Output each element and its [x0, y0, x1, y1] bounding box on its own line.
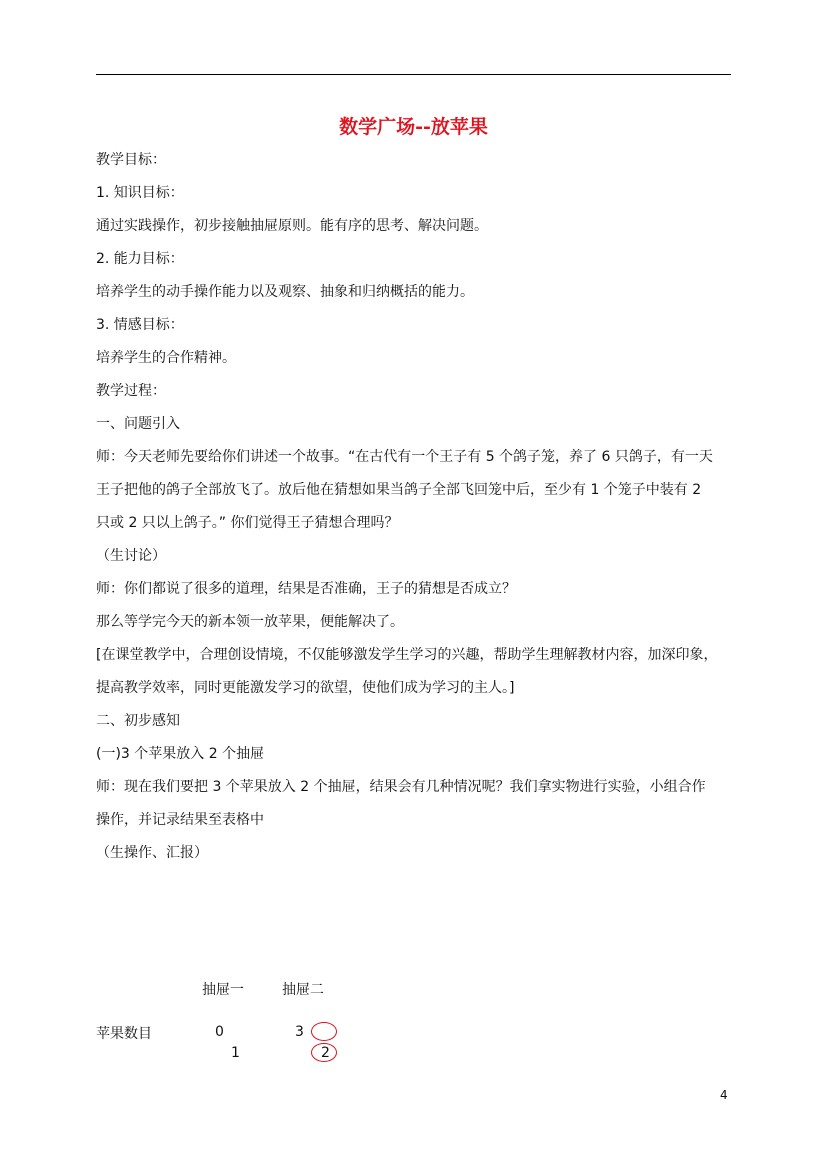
text-line: 王子把他的鸽子全部放飞了。放后他在猜想如果当鸽子全部飞回笼中后，至少有 1 个笼子中装有 2	[96, 482, 702, 498]
text-line: （生操作、汇报）	[96, 845, 208, 861]
table-header-drawer-1: 抽屉一	[202, 982, 244, 998]
document-title: 数学广场--放苹果	[339, 116, 488, 138]
red-circle-mark	[311, 1022, 337, 1041]
header-rule	[96, 74, 731, 75]
page-number: 4	[720, 1088, 728, 1102]
text-line: 3. 情感目标：	[96, 317, 184, 333]
table-cell: 2	[321, 1045, 330, 1061]
text-line: 培养学生的合作精神。	[96, 350, 236, 366]
text-line: 1. 知识目标：	[96, 185, 184, 201]
text-line: 教学目标：	[96, 152, 166, 168]
text-line: 师：你们都说了很多的道理，结果是否准确，王子的猜想是否成立？	[96, 581, 516, 597]
text-line: 只或 2 只以上鸽子。” 你们觉得王子猜想合理吗？	[96, 515, 399, 531]
table-cell: 0	[215, 1024, 224, 1040]
body-text	[96, 144, 736, 870]
red-circle-mark	[311, 1043, 337, 1062]
text-line: 二、初步感知	[96, 713, 180, 729]
text-line: （生讨论）	[96, 548, 166, 564]
text-line: 那么等学完今天的新本领一放苹果，便能解决了。	[96, 614, 404, 630]
text-line: [在课堂教学中，合理创设情境，不仅能够激发学生学习的兴趣，帮助学生理解教材内容，加深印象，	[96, 647, 718, 663]
text-line: 教学过程：	[96, 383, 166, 399]
table-header-drawer-2: 抽屉二	[282, 982, 324, 998]
table-row-label: 苹果数目	[96, 1026, 152, 1042]
text-line: 通过实践操作，初步接触抽屉原则。能有序的思考、解决问题。	[96, 218, 488, 234]
text-line: 一、问题引入	[96, 416, 180, 432]
text-line: 师：今天老师先要给你们讲述一个故事。“在古代有一个王子有 5 个鸽子笼，养了 6 只鸽子，有一天	[96, 449, 713, 465]
text-line: 操作，并记录结果至表格中	[96, 812, 264, 828]
text-line: 2. 能力目标：	[96, 251, 184, 267]
text-line: 提高教学效率，同时更能激发学习的欲望，使他们成为学习的主人。]	[96, 680, 515, 696]
table-cell: 3	[295, 1024, 304, 1040]
table-cell: 1	[231, 1045, 240, 1061]
text-line: (一)3 个苹果放入 2 个抽屉	[96, 746, 265, 762]
text-line: 培养学生的动手操作能力以及观察、抽象和归纳概括的能力。	[96, 284, 474, 300]
text-line: 师：现在我们要把 3 个苹果放入 2 个抽屉，结果会有几种情况呢？我们拿实物进行实验，小组合作	[96, 779, 706, 795]
